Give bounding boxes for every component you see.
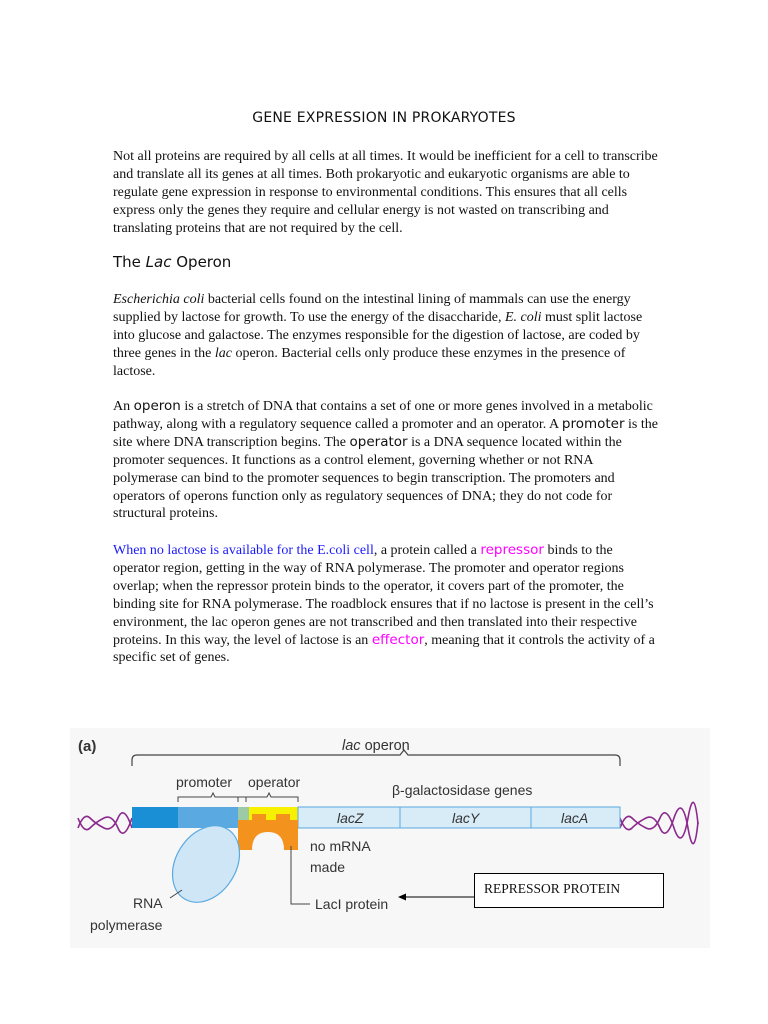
no-mrna-label-1: no mRNA	[310, 838, 371, 854]
operon-text-3: is the site where DNA transcription begins. The	[113, 416, 658, 450]
gene-laca: lacA	[561, 810, 589, 826]
repressor-text-1: , a protein called a	[373, 543, 481, 558]
lac-term: lac	[214, 345, 232, 361]
panel-label: (a)	[78, 738, 97, 755]
dna-segment-dark	[132, 807, 178, 828]
operon-paragraph	[113, 398, 658, 523]
repressor-text-3: , meaning that it controls the activity of a specific set of genes.	[113, 632, 655, 666]
laci-label: LacI protein	[315, 896, 389, 912]
page-title: GENE EXPRESSION IN PROKARYOTES	[252, 110, 516, 126]
operon-text-1: An	[113, 399, 134, 414]
heading-suffix: Operon	[171, 253, 232, 271]
term-promoter: promoter	[561, 415, 625, 432]
highlight-no-lactose: When no lactose is available for the E.coli cell	[113, 543, 374, 558]
rna-polymerase-label-1: RNA	[133, 895, 163, 911]
intro-paragraph: Not all proteins are required by all cells at all times. It would be inefficient for a cell to transcribe and translate all its genes at all times. Both prokaryotic and eukaryotic organisms are able to regulate gene expression in response to environmental conditions. This ensures that all cells express only the genes they require and cellular energy is not wasted on transcribing and translating proteins that are not required by the cell.	[113, 149, 658, 236]
promoter-label: promoter	[176, 774, 233, 790]
repressor-text-2: binds to the operator region, getting in the way of RNA polymerase. The promoter and operator regions overlap; when the repressor protein binds to the operator, it covers part of the promoter, the binding site for RNA polymerase. The roadblock ensures that if no lactose is present in the cell’s environment, the lac operon genes are not transcribed and then translated into their respective proteins. In this way, the level of lactose is an	[113, 543, 654, 648]
lac-operon-diagram	[70, 728, 710, 948]
ecoli-text-2: must split lactose into glucose and galactose. The enzymes responsible for the digestion of lactose, are coded by three genes in the	[113, 309, 643, 361]
term-repressor: repressor	[480, 542, 544, 558]
term-operon: operon	[133, 398, 181, 414]
lac-operon-figure	[70, 728, 710, 948]
heading-italic: Lac	[145, 253, 172, 271]
species-short: E. coli	[504, 309, 542, 325]
term-operator: operator	[349, 433, 408, 450]
heading-prefix: The	[113, 253, 146, 271]
section-heading	[113, 253, 231, 271]
ecoli-paragraph	[113, 291, 658, 381]
gene-lacz: lacZ	[337, 810, 364, 826]
operator-label: operator	[248, 774, 301, 790]
term-effector: effector	[371, 631, 425, 648]
operon-label: lac operon	[342, 738, 410, 754]
ecoli-text-1: bacterial cells found on the intestinal lining of mammals can use the energy supplied by lactose for growth. To use the energy of the disaccharide,	[113, 292, 631, 325]
rna-polymerase-label-2: polymerase	[90, 917, 163, 933]
ecoli-text-3: operon. Bacterial cells only produce these enzymes in the presence of lactose.	[113, 345, 626, 379]
operon-text-2: is a stretch of DNA that contains a set of one or more genes involved in a metabolic pathway, along with a regulatory sequence called a promoter and an operator. A	[113, 399, 653, 432]
promoter-region	[178, 807, 238, 828]
repressor-paragraph	[113, 542, 658, 667]
gene-lacy: lacY	[452, 810, 480, 826]
operon-text-4: is a DNA sequence located within the promoter sequences. It functions as a control element, governing whether or not RNA polymerase can bind to the promoter sequences to begin transcription. The promoters and operators of operons function only as regulatory sequences of DNA; they do not code for structural proteins.	[113, 434, 622, 522]
repressor-protein-callout: REPRESSOR PROTEIN	[474, 873, 664, 908]
no-mrna-label-2: made	[310, 859, 346, 875]
genes-label: β-galactosidase genes	[392, 782, 533, 798]
species-name: Escherichia coli	[113, 292, 205, 307]
